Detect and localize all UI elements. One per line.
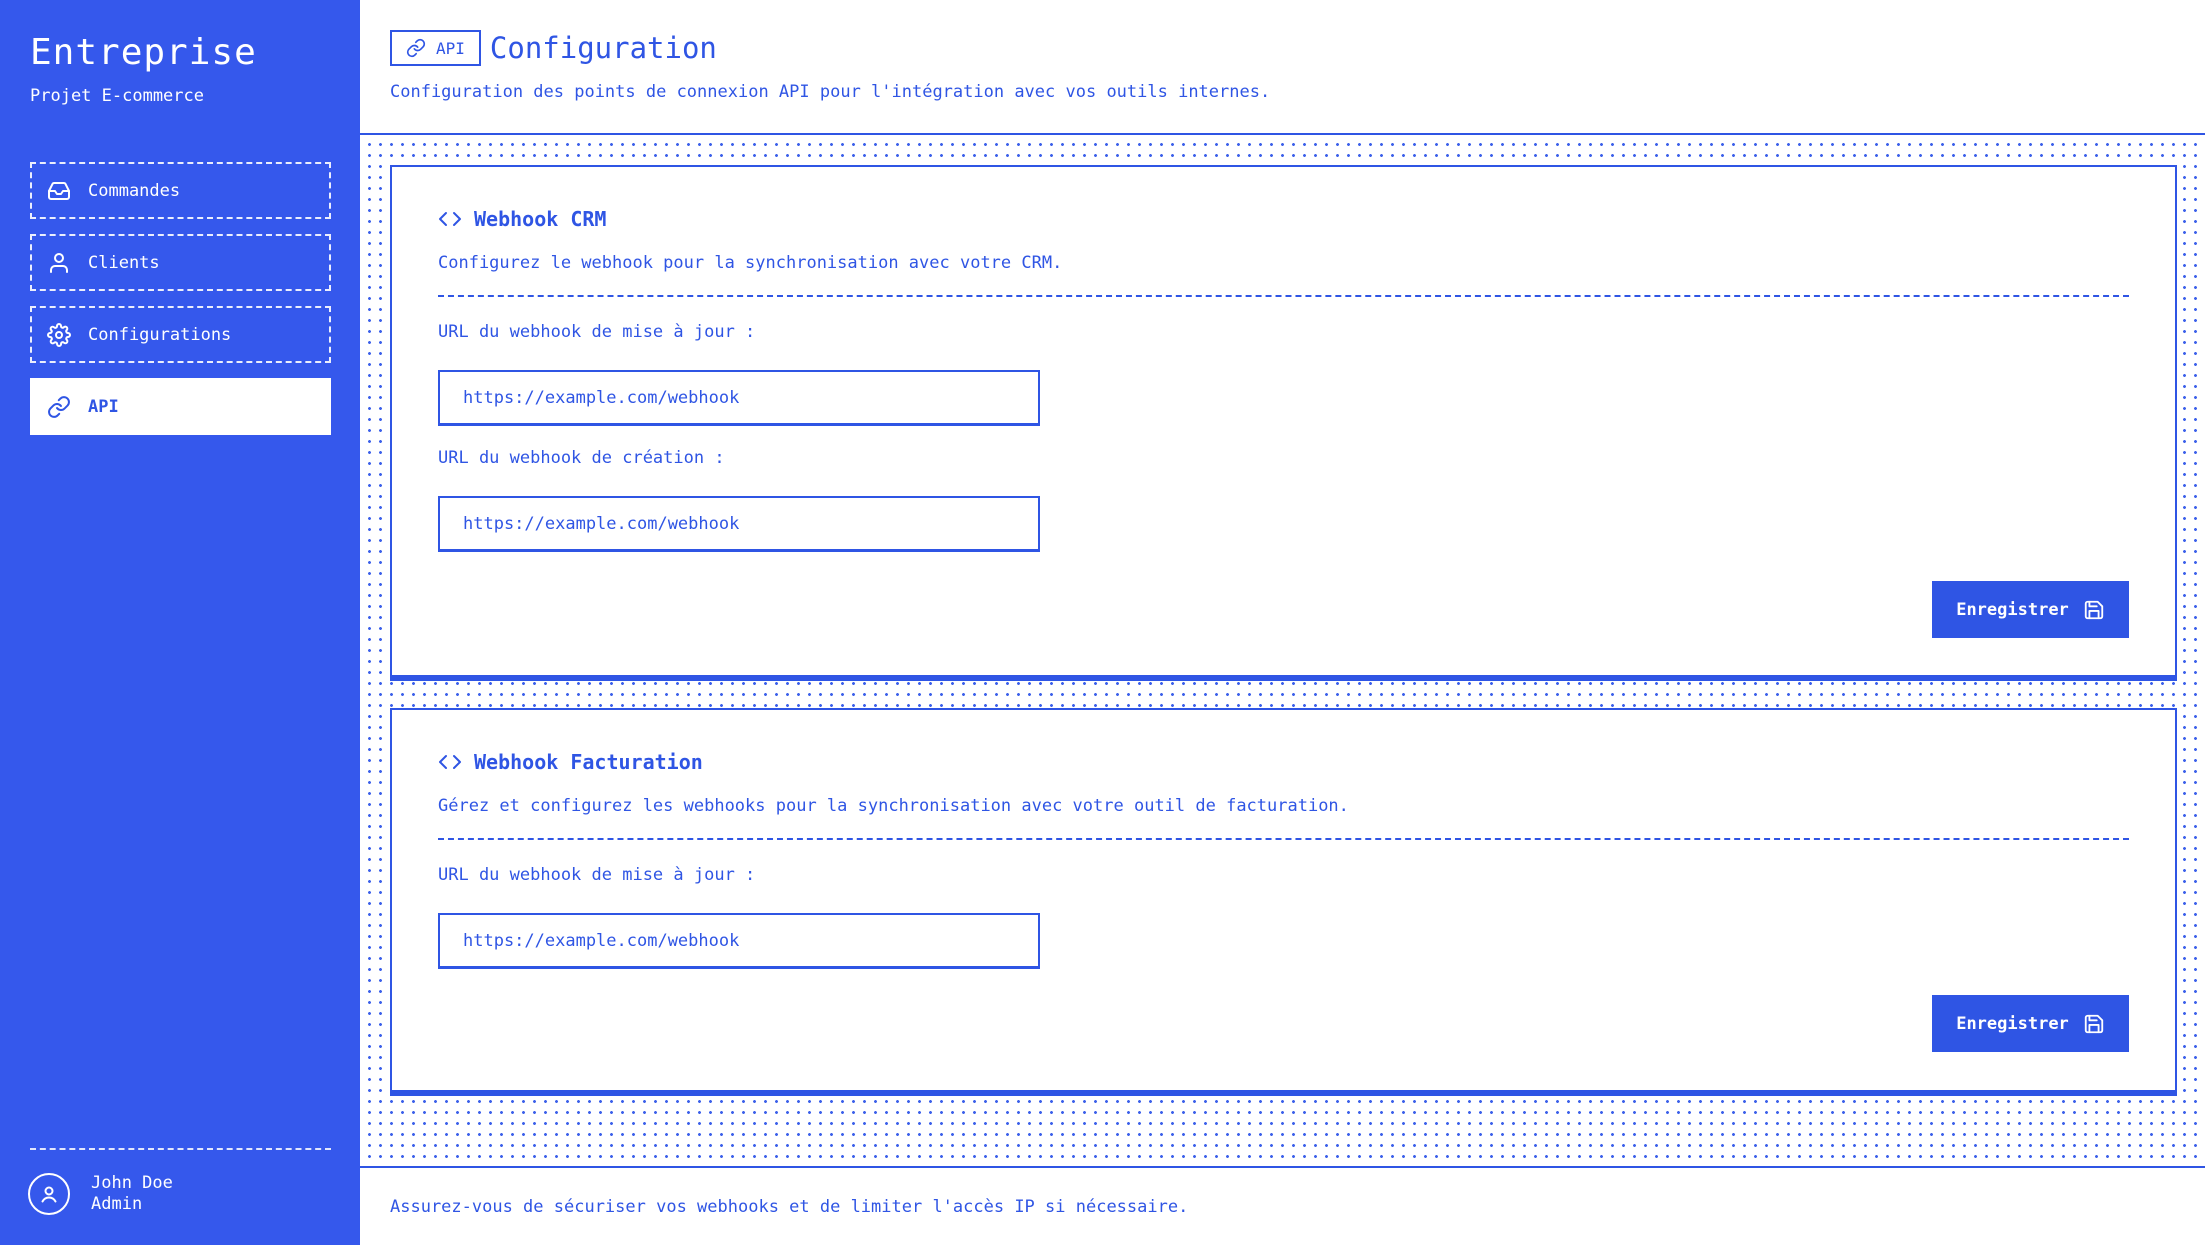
brand xyxy=(30,28,257,106)
create-url-label: URL du webhook de création : xyxy=(438,448,725,468)
sidebar-nav xyxy=(30,162,331,450)
save-button[interactable] xyxy=(1932,995,2129,1052)
card-title xyxy=(438,207,2129,231)
webhook-crm-card xyxy=(390,165,2177,681)
sidebar-item-label: Clients xyxy=(88,252,160,273)
create-webhook-url-input[interactable] xyxy=(438,496,1040,552)
sidebar-item-api[interactable] xyxy=(30,378,331,435)
update-webhook-url-input[interactable] xyxy=(438,913,1040,969)
footer-note: Assurez-vous de sécuriser vos webhooks et de limiter l'accès IP si nécessaire. xyxy=(390,1197,1189,1217)
sidebar-item-configurations[interactable] xyxy=(30,306,331,363)
save-button-label: Enregistrer xyxy=(1956,1013,2069,1034)
user-icon xyxy=(46,250,72,276)
save-icon xyxy=(2083,1013,2105,1035)
link-icon xyxy=(406,38,426,58)
webhook-facturation-card xyxy=(390,708,2177,1096)
sidebar-item-clients[interactable] xyxy=(30,234,331,291)
sidebar-item-label: API xyxy=(88,396,119,417)
card-title xyxy=(438,750,2129,774)
page-title: Configuration xyxy=(489,31,717,65)
inbox-icon xyxy=(46,178,72,204)
sidebar-divider xyxy=(30,1148,331,1150)
user-circle-icon xyxy=(37,1182,61,1206)
link-icon xyxy=(46,394,72,420)
user-profile[interactable] xyxy=(28,1173,173,1215)
header-row xyxy=(390,30,717,66)
update-url-label: URL du webhook de mise à jour : xyxy=(438,865,756,885)
card-separator xyxy=(438,838,2129,840)
api-badge xyxy=(390,30,481,66)
card-description: Configurez le webhook pour la synchronisation avec votre CRM. xyxy=(438,253,1063,273)
update-url-label: URL du webhook de mise à jour : xyxy=(438,322,756,342)
save-button-label: Enregistrer xyxy=(1956,599,2069,620)
sidebar-item-label: Commandes xyxy=(88,180,181,201)
card-separator xyxy=(438,295,2129,297)
card-title-text: Webhook CRM xyxy=(474,207,607,231)
main-content xyxy=(360,0,2205,1245)
api-badge-label: API xyxy=(436,38,465,58)
page-description: Configuration des points de connexion API pour l'intégration avec vos outils internes. xyxy=(390,82,1271,102)
code-icon xyxy=(438,750,462,774)
card-description: Gérez et configurez les webhooks pour la synchronisation avec votre outil de facturation. xyxy=(438,796,1349,816)
brand-title: Entreprise xyxy=(30,32,257,73)
sidebar-item-commandes[interactable] xyxy=(30,162,331,219)
dotted-content-area xyxy=(360,133,2205,1168)
code-icon xyxy=(438,207,462,231)
brand-subtitle: Projet E-commerce xyxy=(30,86,204,106)
sidebar-item-label: Configurations xyxy=(88,324,232,345)
card-title-text: Webhook Facturation xyxy=(474,750,703,774)
save-icon xyxy=(2083,599,2105,621)
update-webhook-url-input[interactable] xyxy=(438,370,1040,426)
page-header xyxy=(360,0,2205,133)
gear-icon xyxy=(46,322,72,348)
avatar xyxy=(28,1173,70,1215)
sidebar xyxy=(0,0,360,1245)
save-button[interactable] xyxy=(1932,581,2129,638)
user-role: Admin xyxy=(91,1194,143,1214)
user-name: John Doe xyxy=(91,1173,173,1193)
user-info xyxy=(91,1173,173,1215)
